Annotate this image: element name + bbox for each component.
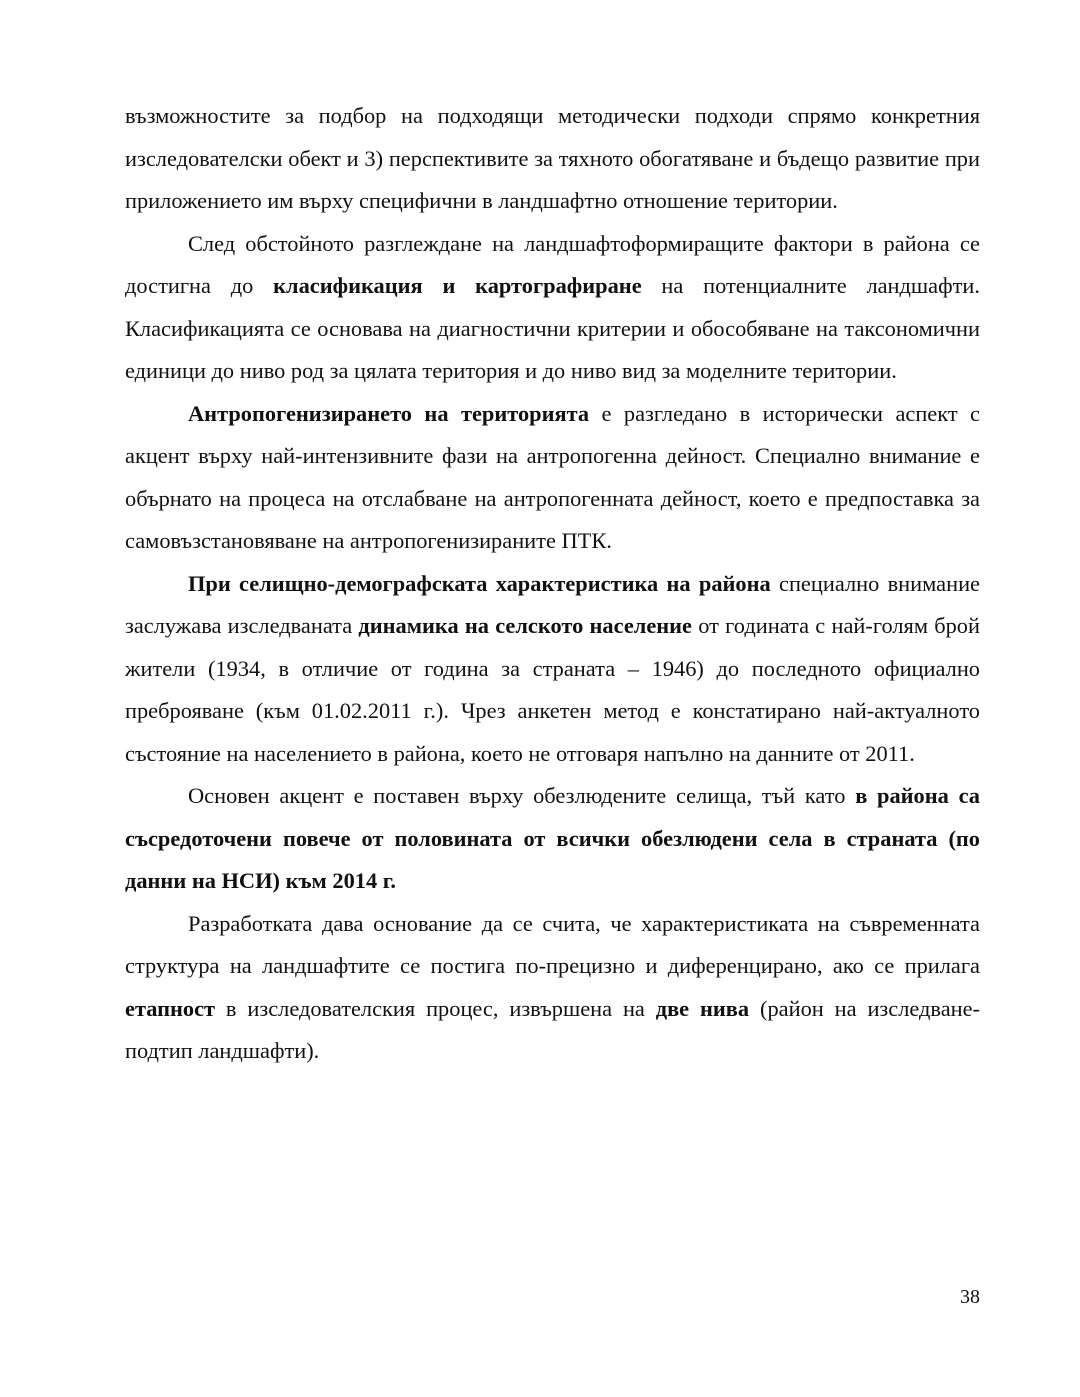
emphasis-text: етапност	[125, 995, 216, 1021]
emphasis-text: класификация и картографиране	[273, 273, 642, 298]
emphasis-text: динамика на селското население	[358, 613, 692, 638]
paragraph-1	[125, 95, 980, 223]
emphasis-text: две нива	[655, 995, 750, 1021]
paragraph-2	[125, 223, 980, 393]
page-number: 38	[960, 1286, 980, 1308]
paragraph-text: Основен акцент е поставен върху обезлюдените селища, тъй като	[188, 783, 856, 808]
paragraph-text: специално внимание заслужава изследваната	[125, 570, 980, 638]
paragraph-text: Разработката дава основание да се счита, че характеристиката на съвременната структура на ландшафтите се постига по-прецизно и диференцирано, ако се прилага	[125, 910, 980, 978]
paragraph-4	[125, 563, 980, 776]
paragraph-6	[125, 903, 980, 1073]
paragraph-3	[125, 393, 980, 563]
paragraph-text: в изследователския процес, извършена на	[215, 995, 656, 1021]
paragraph-5	[125, 775, 980, 903]
emphasis-text: в района са съсредоточени повече от половината от всички обезлюдени села в страната (по данни на НСИ) към 2014 г.	[125, 783, 980, 893]
paragraph-text: от годината с най-голям брой жители (1934, в отличие от година за страната – 1946) до последното официално преброяване (към 01.02.2011 г.). Чрез анкетен метод е констатирано най-актуалното състояние на населението в района, което не отговаря напълно на данните от 2011.	[125, 613, 980, 766]
paragraph-text: на потенциалните ландшафти. Класификацията се основава на диагностични критерии и обособяване на таксономични единици до ниво род за цялата територия и до ниво вид за моделните територии.	[125, 273, 980, 383]
emphasis-text: При селищно-демографската характеристика на района	[188, 570, 771, 596]
emphasis-text: Антропогенизирането на територията	[188, 400, 590, 426]
document-body	[125, 95, 980, 1073]
paragraph-text: е разгледано в исторически аспект с акцент върху най-интензивните фази на антропогенна дейност. Специално внимание е обърнато на процеса на отслабване на антропогенната дейност, което е предпоставка за самовъзстановяване на антропогенизираните ПТК.	[125, 400, 980, 553]
paragraph-text: След обстойното разглеждане на ландшафтоформиращите фактори в района се достигна до	[125, 230, 980, 298]
paragraph-text: (район на изследване-подтип ландшафти).	[125, 995, 981, 1063]
paragraph-text: възможностите за подбор на подходящи методически подходи спрямо конкретния изследователски обект и 3) перспективите за тяхното обогатяване и бъдещо развитие при приложението им върху специфични в ландшафтно отношение територии.	[125, 103, 980, 213]
